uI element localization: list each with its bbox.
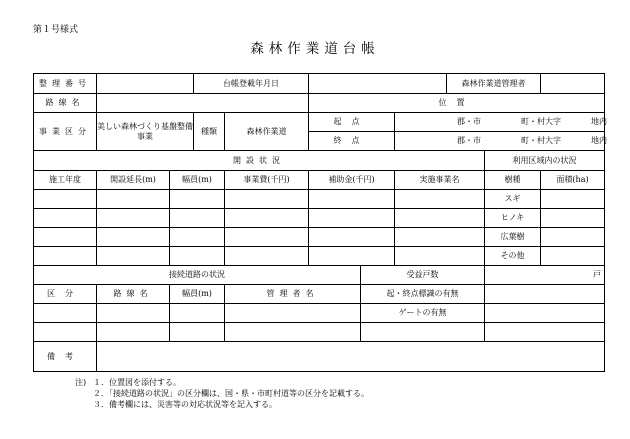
start-cho-son: 町・村大字 <box>521 117 561 127</box>
row-connection-header <box>34 266 605 285</box>
type-label: 種類 <box>194 113 225 151</box>
cell-subsidy[interactable] <box>309 228 395 247</box>
cell-area[interactable] <box>541 209 605 228</box>
connection-header: 接続道路の状況 <box>34 266 361 285</box>
notes-prefix: 注) <box>75 378 87 387</box>
cell-cost[interactable] <box>225 190 309 209</box>
cell-year[interactable] <box>34 209 97 228</box>
conn-cell-route[interactable] <box>97 304 170 323</box>
register-date-field[interactable] <box>309 74 447 94</box>
end-cho-son: 町・村大字 <box>521 136 561 146</box>
note-item: ２．「接続道路の状況」の区分欄は、国・県・市町村道等の区分を記載する。 <box>93 389 369 398</box>
cell-width[interactable] <box>170 228 225 247</box>
cell-length[interactable] <box>97 209 170 228</box>
start-chinai: 地内 <box>591 117 607 127</box>
cell-width[interactable] <box>170 247 225 266</box>
cell-project[interactable] <box>395 209 485 228</box>
cell-year[interactable] <box>34 190 97 209</box>
row-route <box>34 94 605 113</box>
row-section-headers <box>34 151 605 171</box>
col-header-subsidy: 補助金(千円) <box>309 171 395 190</box>
conn-cell-manager[interactable] <box>225 323 361 342</box>
table-row <box>34 190 605 209</box>
cell-project[interactable] <box>395 247 485 266</box>
route-name-field[interactable] <box>97 94 309 113</box>
col-header-species: 樹種 <box>485 171 541 190</box>
gate-extra-cell[interactable] <box>361 323 485 342</box>
row-remarks <box>34 342 605 372</box>
notes <box>75 377 369 410</box>
cell-year[interactable] <box>34 247 97 266</box>
type-value: 森林作業道 <box>225 113 309 151</box>
cell-subsidy[interactable] <box>309 247 395 266</box>
gate-label: ゲートの有無 <box>361 304 485 323</box>
species-broadleaf: 広葉樹 <box>485 228 541 247</box>
start-point-label: 起点 <box>309 113 395 132</box>
reg-no-label: 整理番号 <box>34 74 97 94</box>
cell-width[interactable] <box>170 209 225 228</box>
conn-col-route: 路線名 <box>97 285 170 304</box>
construction-header: 開設状況 <box>34 151 485 171</box>
col-header-length: 開設延長(m) <box>97 171 170 190</box>
gate-field[interactable] <box>485 304 605 323</box>
cell-cost[interactable] <box>225 247 309 266</box>
register-date-label: 台帳登載年月日 <box>194 74 309 94</box>
usage-header: 利用区域内の状況 <box>485 151 605 171</box>
table-row <box>34 247 605 266</box>
cell-area[interactable] <box>541 190 605 209</box>
form-number: 第１号様式 <box>33 25 79 35</box>
conn-cell-category[interactable] <box>34 304 97 323</box>
reg-no-field[interactable] <box>97 74 194 94</box>
marker-field[interactable] <box>485 285 605 304</box>
category-value: 美しい森林づくり基盤整備事業 <box>97 113 194 151</box>
end-point-label: 終点 <box>309 132 395 151</box>
conn-cell-category[interactable] <box>34 323 97 342</box>
start-gun-shi: 郡・市 <box>457 117 481 127</box>
conn-cell-width[interactable] <box>170 323 225 342</box>
cell-project[interactable] <box>395 228 485 247</box>
cell-length[interactable] <box>97 190 170 209</box>
ledger-table <box>33 73 605 372</box>
end-chinai: 地内 <box>591 136 607 146</box>
col-header-area: 面積(ha) <box>541 171 605 190</box>
cell-area[interactable] <box>541 247 605 266</box>
table-row <box>34 209 605 228</box>
start-point-address[interactable] <box>395 113 605 132</box>
cell-year[interactable] <box>34 228 97 247</box>
conn-col-category: 区分 <box>34 285 97 304</box>
end-gun-shi: 郡・市 <box>457 136 481 146</box>
manager-label: 森林作業道管理者 <box>447 74 541 94</box>
species-other: その他 <box>485 247 541 266</box>
remarks-field[interactable] <box>97 342 605 372</box>
conn-cell-route[interactable] <box>97 323 170 342</box>
page-title: 森林作業道台帳 <box>250 41 380 57</box>
cell-project[interactable] <box>395 190 485 209</box>
cell-cost[interactable] <box>225 228 309 247</box>
remarks-label: 備考 <box>34 342 97 372</box>
cell-length[interactable] <box>97 228 170 247</box>
cell-area[interactable] <box>541 228 605 247</box>
cell-length[interactable] <box>97 247 170 266</box>
note-item: １．位置図を添付する。 <box>93 378 181 387</box>
cell-width[interactable] <box>170 190 225 209</box>
location-label: 位置 <box>309 94 605 113</box>
gate-extra-field[interactable] <box>485 323 605 342</box>
route-name-label: 路線名 <box>34 94 97 113</box>
manager-field[interactable] <box>541 74 605 94</box>
cell-subsidy[interactable] <box>309 190 395 209</box>
end-point-address[interactable] <box>395 132 605 151</box>
species-hinoki: ヒノキ <box>485 209 541 228</box>
conn-col-manager: 管理者名 <box>225 285 361 304</box>
row-connection-columns <box>34 285 605 304</box>
table-row <box>34 304 605 323</box>
col-header-year: 施工年度 <box>34 171 97 190</box>
col-header-width: 幅員(m) <box>170 171 225 190</box>
row-category-start <box>34 113 605 132</box>
marker-label: 起・終点標識の有無 <box>361 285 485 304</box>
col-header-cost: 事業費(千円) <box>225 171 309 190</box>
table-row <box>34 228 605 247</box>
table-row <box>34 323 605 342</box>
conn-cell-manager[interactable] <box>225 304 361 323</box>
row-registration <box>34 74 605 94</box>
category-label: 事業区分 <box>34 113 97 151</box>
cell-subsidy[interactable] <box>309 209 395 228</box>
conn-col-width: 幅員(m) <box>170 285 225 304</box>
note-item: ３．備考欄には、災害等の対応状況等を記入する。 <box>93 400 277 409</box>
households-unit[interactable]: 戸 <box>485 266 605 285</box>
species-sugi: スギ <box>485 190 541 209</box>
row-column-headers <box>34 171 605 190</box>
households-label: 受益戸数 <box>361 266 485 285</box>
cell-cost[interactable] <box>225 209 309 228</box>
conn-cell-width[interactable] <box>170 304 225 323</box>
col-header-project: 実施事業名 <box>395 171 485 190</box>
